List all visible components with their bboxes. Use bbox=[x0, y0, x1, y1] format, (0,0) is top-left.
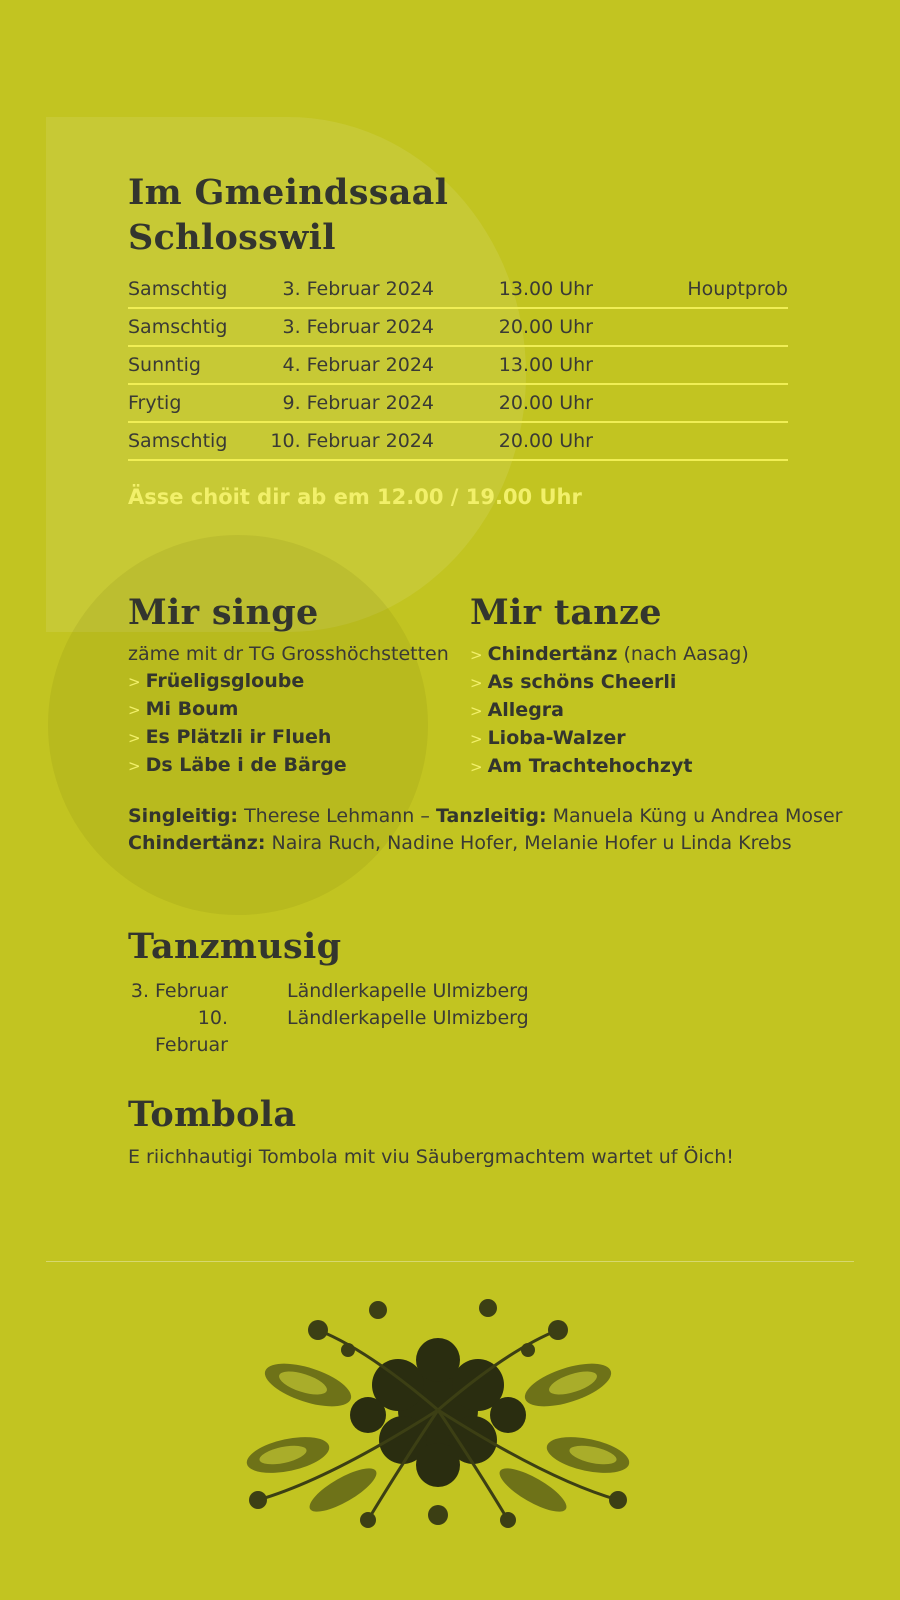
list-item bbox=[128, 696, 449, 724]
tombola-text: E riichhautigi Tombola mit viu Säubergmachtem wartet uf Öich! bbox=[128, 1146, 734, 1168]
song-title: Es Plätzli ir Flueh bbox=[145, 726, 332, 748]
dance-leader-label: Tanzleitig: bbox=[435, 805, 547, 827]
list-item bbox=[470, 641, 749, 669]
schedule-row bbox=[128, 309, 788, 347]
singing-intro: zäme mit dr TG Grosshöchstetten bbox=[128, 643, 449, 665]
schedule-time: 13.00 Uhr bbox=[498, 354, 593, 376]
chevron-right-icon: > bbox=[470, 730, 483, 748]
chevron-right-icon: > bbox=[128, 701, 141, 719]
venue-title-line1: Im Gmeindssaal bbox=[128, 172, 449, 213]
schedule-day: Samschtig bbox=[128, 278, 228, 300]
list-item bbox=[128, 752, 449, 780]
music-row bbox=[128, 1005, 628, 1056]
dance-title: Lioba-Walzer bbox=[487, 727, 626, 749]
kids-dance-label: Chindertänz: bbox=[128, 832, 266, 854]
chevron-right-icon: > bbox=[470, 702, 483, 720]
chevron-right-icon: > bbox=[128, 757, 141, 775]
dance-leader-names: Manuela Küng u Andrea Moser bbox=[552, 805, 843, 827]
flower-bouquet-ornament bbox=[228, 1290, 648, 1540]
venue-title bbox=[128, 170, 728, 260]
dancing-heading: Mir tanze bbox=[470, 592, 662, 633]
schedule-time: 20.00 Uhr bbox=[498, 392, 593, 414]
song-title: Früeligsgloube bbox=[145, 670, 305, 692]
schedule-day: Frytig bbox=[128, 392, 182, 414]
music-date: 10. Februar bbox=[155, 1007, 228, 1056]
credits bbox=[128, 803, 848, 857]
schedule-date: 3. Februar 2024 bbox=[282, 278, 434, 300]
song-title: Mi Boum bbox=[145, 698, 239, 720]
schedule-row bbox=[128, 423, 788, 461]
schedule-row bbox=[128, 347, 788, 385]
song-title: Ds Läbe i de Bärge bbox=[145, 754, 347, 776]
schedule-table bbox=[128, 271, 788, 461]
music-band: Ländlerkapelle Ulmizberg bbox=[287, 980, 529, 1002]
schedule-date: 10. Februar 2024 bbox=[270, 430, 434, 452]
sing-leader-names: Therese Lehmann bbox=[244, 805, 415, 827]
chevron-right-icon: > bbox=[128, 729, 141, 747]
schedule-note: Houptprob bbox=[687, 278, 788, 300]
dance-title: Chindertänz bbox=[487, 643, 618, 665]
list-item bbox=[470, 753, 749, 781]
sing-leader-label: Singleitig: bbox=[128, 805, 239, 827]
dance-title: As schöns Cheerli bbox=[487, 671, 677, 693]
schedule-row bbox=[128, 385, 788, 423]
schedule-row bbox=[128, 271, 788, 309]
schedule-day: Samschtig bbox=[128, 430, 228, 452]
dance-title: Am Trachtehochzyt bbox=[487, 755, 693, 777]
schedule-date: 4. Februar 2024 bbox=[282, 354, 434, 376]
credits-line-kids bbox=[128, 830, 848, 857]
schedule-time: 20.00 Uhr bbox=[498, 430, 593, 452]
music-date: 3. Februar bbox=[130, 980, 228, 1002]
schedule-day: Sunntig bbox=[128, 354, 201, 376]
music-row bbox=[128, 978, 628, 1005]
list-item bbox=[128, 668, 449, 696]
chevron-right-icon: > bbox=[128, 673, 141, 691]
venue-title-line2: Schlosswil bbox=[128, 217, 336, 258]
chevron-right-icon: > bbox=[470, 758, 483, 776]
singing-list bbox=[128, 641, 449, 780]
schedule-day: Samschtig bbox=[128, 316, 228, 338]
music-list bbox=[128, 978, 628, 1056]
list-item bbox=[470, 669, 749, 697]
music-heading: Tanzmusig bbox=[128, 926, 342, 967]
list-item bbox=[128, 724, 449, 752]
schedule-date: 3. Februar 2024 bbox=[282, 316, 434, 338]
dance-note: (nach Aasag) bbox=[623, 643, 749, 665]
divider bbox=[46, 1261, 854, 1262]
schedule-time: 13.00 Uhr bbox=[498, 278, 593, 300]
dancing-list bbox=[470, 641, 749, 781]
tombola-heading: Tombola bbox=[128, 1094, 297, 1135]
food-info: Ässe chöit dir ab em 12.00 / 19.00 Uhr bbox=[128, 485, 582, 509]
chevron-right-icon: > bbox=[470, 674, 483, 692]
schedule-date: 9. Februar 2024 bbox=[282, 392, 434, 414]
chevron-right-icon: > bbox=[470, 646, 483, 664]
music-band: Ländlerkapelle Ulmizberg bbox=[287, 1007, 529, 1029]
credits-separator: – bbox=[420, 805, 430, 827]
list-item bbox=[470, 697, 749, 725]
dance-title: Allegra bbox=[487, 699, 564, 721]
kids-dance-names: Naira Ruch, Nadine Hofer, Melanie Hofer u Linda Krebs bbox=[271, 832, 792, 854]
list-item bbox=[470, 725, 749, 753]
singing-heading: Mir singe bbox=[128, 592, 319, 633]
credits-line-leaders bbox=[128, 803, 848, 830]
schedule-time: 20.00 Uhr bbox=[498, 316, 593, 338]
